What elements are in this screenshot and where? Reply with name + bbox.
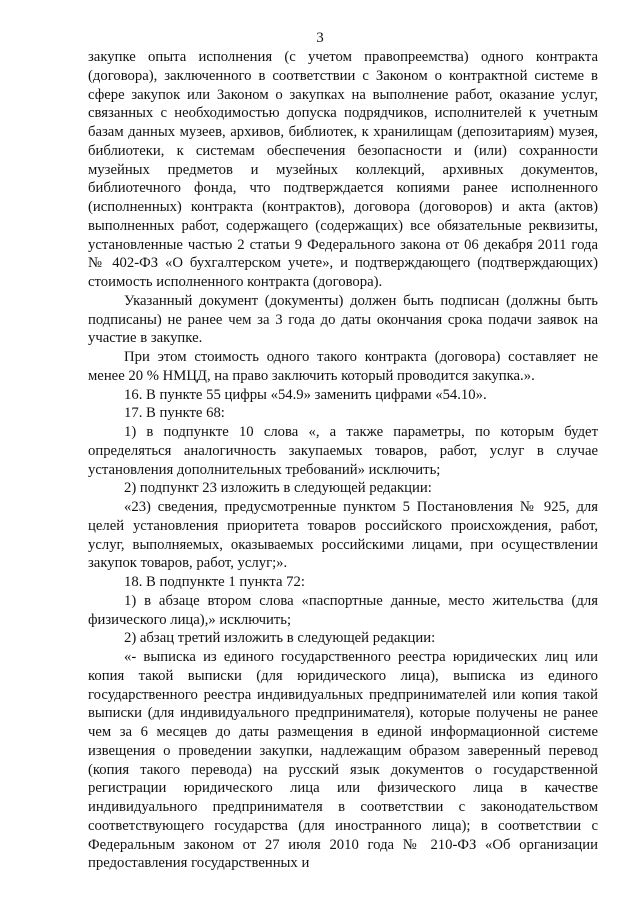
paragraph: 2) подпункт 23 изложить в следующей редакции: [124, 480, 432, 497]
paragraph: 1) в абзаце втором слова «паспортные данные, место жительства (для физического лица),» исключить; [88, 592, 598, 628]
paragraph: При этом стоимость одного такого контракта (договора) составляет не менее 20 % НМЦД, на право заключить который проводится закупка.». [88, 349, 598, 384]
paragraph: «23) сведения, предусмотренные пунктом 5 Постановления № 925, для целей установления приоритета товаров российского происхождения, работ, услуг, выполняемых, оказываемых российскими лицами, при осуществлении закупок товаров, работ, услуг;». [88, 499, 598, 572]
paragraph: 1) в подпункте 10 слова «, а также параметры, по которым будет определяться аналогичность закупаемых товаров, работ, услуг в случае установления дополнительных требований» исключить; [88, 424, 598, 478]
paragraph: 2) абзац третий изложить в следующей редакции: [124, 630, 436, 647]
paragraph: 17. В пункте 68: [124, 405, 225, 422]
page-number: 3 [316, 30, 324, 46]
paragraph: закупке опыта исполнения (с учетом правопреемства) одного контракта (договора), заключенного в соответствии с Законом о контрактной системе в сфере закупок или Законом о закупках на выполнение работ, оказание услуг, связанных с необходимостью допуска подрядчиков, исполнителей к учетным базам данных музеев, архивов, библиотек, к хранилищам (депозитариям) музея, библиотеки, к системам обеспечения безопасности и (или) сохранности музейных предметов и музейных коллекций, архивных документов, библиотечного фонда, что подтверждается копиями ранее исполненного (исполненных) контракта (контрактов), договора (договоров) и акта (актов) выполненных работ, содержащего (содержащих) все обязательные реквизиты, установленные частью 2 статьи 9 Федерального закона от 06 декабря 2011 года № 402-ФЗ «О бухгалтерском учете», и подтверждающего (подтверждающих) стоимость исполненного контракта (договора). [88, 49, 598, 290]
paragraph: 18. В подпункте 1 пункта 72: [124, 574, 305, 590]
paragraph: 16. В пункте 55 цифры «54.9» заменить цифрами «54.10». [124, 386, 487, 403]
paragraph: «- выписка из единого государственного реестра юридических лиц или копия такой выписки (для юридического лица), выписка из единого государственного реестра индивидуальных предпринимателей или копия такой выписки (для индивидуального предпринимателя), которые получены не ранее чем за 6 месяцев до даты размещения в единой информационной системе извещения о проведении закупки, надлежащим образом заверенный перевод (копия такого перевода) на русский язык документов о государственной регистрации юридического лица или физического лица в качестве индивидуального предпринимателя в соответствии с законодательством соответствующего государства (для иностранного лица); в соответствии с Федеральным законом от 27 июля 2010 года № 210-ФЗ «Об организации предоставления государственных и [88, 649, 598, 872]
paragraph: Указанный документ (документы) должен быть подписан (должны быть подписаны) не ранее чем за 3 года до даты окончания срока подачи заявок на участие в закупке. [88, 292, 598, 347]
document-body [88, 48, 598, 873]
